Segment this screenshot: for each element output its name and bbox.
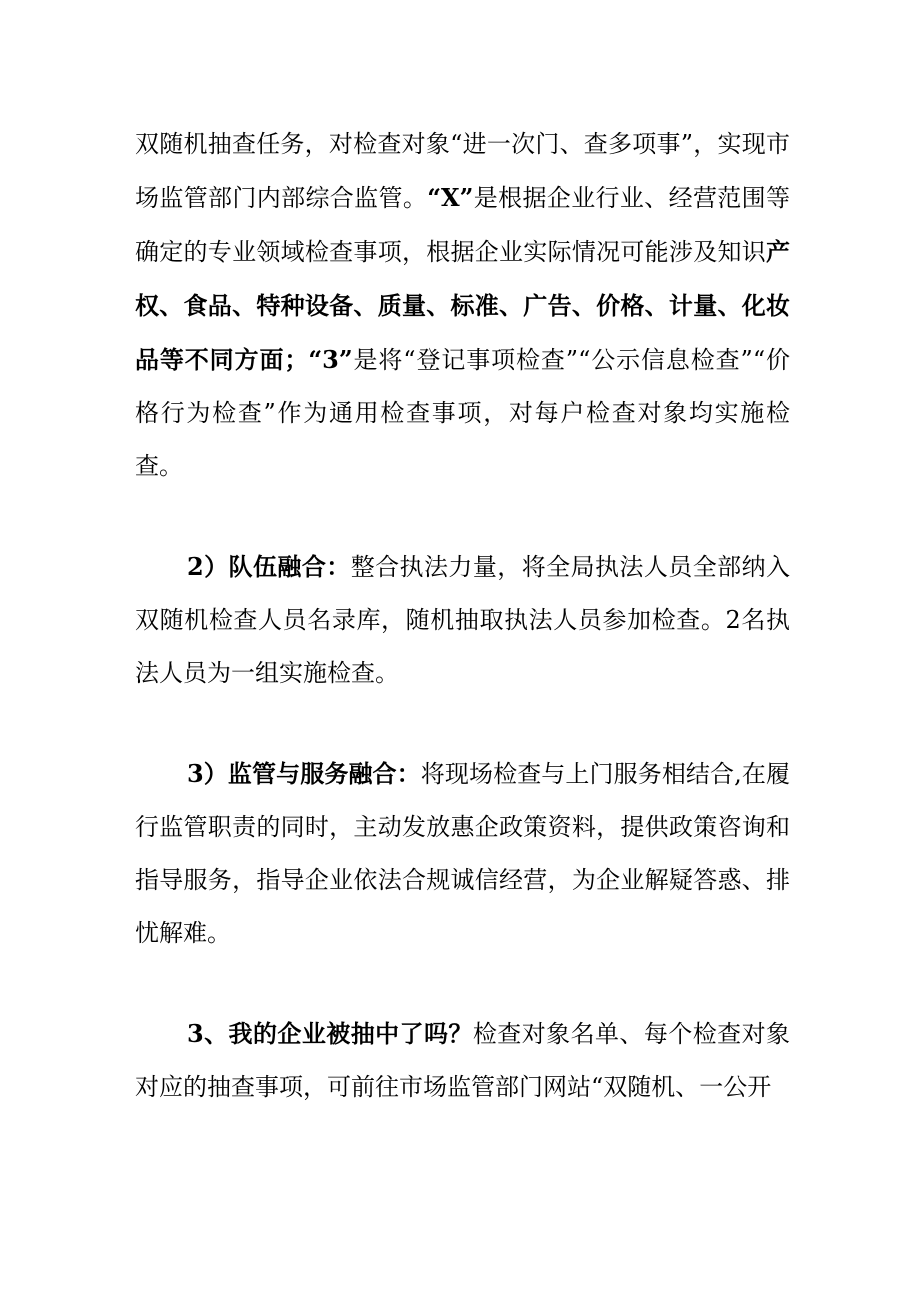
text-run: 是将“登记事项检查”“公示信息检查”“价格行为检查”作为通用检查事项，对每户检查对象均实施检查。 [135,346,790,480]
text-run: 检查对象名单、每个检查对象对应的抽查事项，可前往市场监管部门网站“双随机、一公开 [135,1020,791,1101]
document-page [135,118,790,1114]
paragraph-team-integration [135,540,790,700]
text-run: 是根据企业行业、经营范围等确定的专业领域检查事项，根据企业实际情况可能涉及知识 [135,184,791,266]
question-heading: 3、我的企业被抽中了吗？ [187,1019,473,1048]
paragraph-heading: 3）监管与服务融合： [187,759,421,788]
text-run: 整合执法力量，将全局执法人员全部纳入双随机检查人员名录库，随机抽取执法人员参加检查。2名执法人员为一组实施检查。 [135,553,790,687]
paragraph-heading: 2）队伍融合： [187,552,351,581]
paragraph-supervision-service [135,747,790,960]
bold-run-x: “X” [427,183,474,212]
paragraph-selected-question [135,1007,790,1114]
bold-run-fields: 产权、食品、特种设备、质量、标准、广告、价格、计量、化妆品等不同方面；“3” [135,237,790,374]
text-run: 将现场检查与上门服务相结合,在履行监管职责的同时，主动发放惠企政策资料，提供政策咨询和指导服务，指导企业依法合规诚信经营，为企业解疑答惑、排忧解难。 [135,760,790,947]
text-run: 双随机抽查任务，对检查对象“进一次门、查多项事”，实现市场监管部门内部综合监管。 [135,130,790,212]
paragraph-comprehensive-supervision [135,118,790,493]
